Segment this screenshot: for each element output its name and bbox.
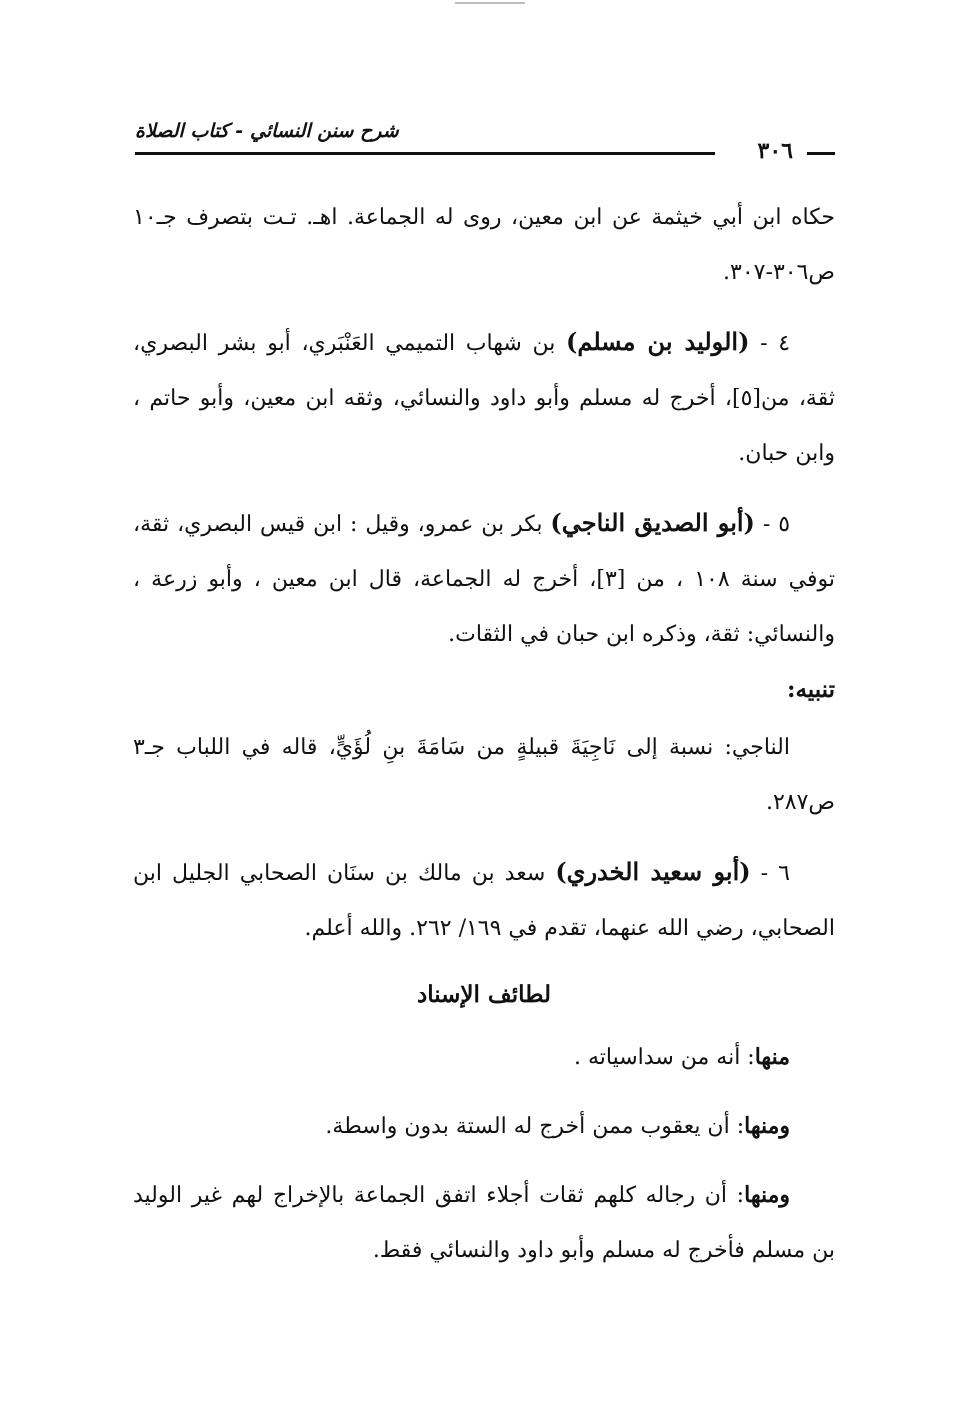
item-text: : أن رجاله كلهم ثقات أجلاء اتفق الجماعة بالإخراج لهم غير الوليد بن مسلم فأخرج له مسلم وأبو داود والنسائي فقط. bbox=[133, 1183, 835, 1263]
header-rule bbox=[135, 152, 715, 155]
tanbih-paragraph bbox=[133, 720, 835, 830]
narrator-entry-5 bbox=[133, 495, 835, 662]
entry-text: بكر بن عمرو، وقيل : ابن قيس البصري، ثقة، توفي سنة ١٠٨ ، من [٣]، أخرج له الجماعة، قال ابن معين ، وأبو زرعة ، والنسائي: ثقة، وذكره ابن حبان في الثقات. bbox=[133, 512, 835, 647]
paragraph-text: الناجي: نسبة إلى نَاجِيَةَ قبيلةٍ من سَامَةَ بنِ لُؤَيٍّ، قاله في اللباب جـ٣ ص٢٨٧. bbox=[133, 735, 835, 815]
entry-number: ٤ - bbox=[749, 331, 791, 356]
running-header bbox=[135, 112, 835, 162]
scan-artifact bbox=[455, 2, 525, 4]
item-text: : أن يعقوب ممن أخرج له الستة بدون واسطة. bbox=[325, 1114, 745, 1139]
header-title: شرح سنن النسائي - كتاب الصلاة bbox=[135, 120, 399, 142]
entry-number: ٥ - bbox=[754, 512, 791, 537]
narrator-entry-4 bbox=[133, 314, 835, 481]
narrator-name: (أبو الصديق الناجي) bbox=[550, 508, 755, 537]
page-body bbox=[133, 190, 835, 1292]
item-label: ومنها bbox=[744, 1182, 790, 1208]
item-label: ومنها bbox=[744, 1113, 790, 1139]
entry-number: ٦ - bbox=[750, 861, 790, 886]
paragraph-text: حكاه ابن أبي خيثمة عن ابن معين، روى له الجماعة. اهـ. تـت بتصرف جـ١٠ ص٣٠٦-٣٠٧. bbox=[133, 205, 835, 285]
header-rule-right bbox=[807, 152, 835, 155]
narrator-entry-6 bbox=[133, 844, 835, 956]
item-text: : أنه من سداسياته . bbox=[573, 1045, 755, 1070]
narrator-name: (الوليد بن مسلم) bbox=[566, 327, 750, 356]
entry-text: سعد بن مالك بن سنَان الصحابي الجليل ابن الصحابي، رضي الله عنهما، تقدم في ١٦٩/ ٢٦٢. والله أعلم. bbox=[133, 861, 835, 941]
item-label: منها bbox=[754, 1044, 790, 1070]
tanbih-heading: تنبيه: bbox=[786, 676, 835, 703]
lataif-item-3 bbox=[133, 1168, 835, 1278]
page-number: ٣٠٦ bbox=[757, 138, 793, 164]
paragraph-continuation bbox=[133, 190, 835, 300]
entry-text: بن شهاب التميمي العَنْبَري، أبو بشر البصري، ثقة، من[٥]، أخرج له مسلم وأبو داود والنسائي، وثقه ابن معين، وأبو حاتم ، وابن حبان. bbox=[133, 331, 835, 466]
lataif-item-2 bbox=[133, 1099, 835, 1154]
lataif-item-1 bbox=[133, 1030, 835, 1085]
narrator-name: (أبو سعيد الخدري) bbox=[555, 857, 751, 886]
section-heading: لطائف الإسناد bbox=[416, 981, 552, 1008]
